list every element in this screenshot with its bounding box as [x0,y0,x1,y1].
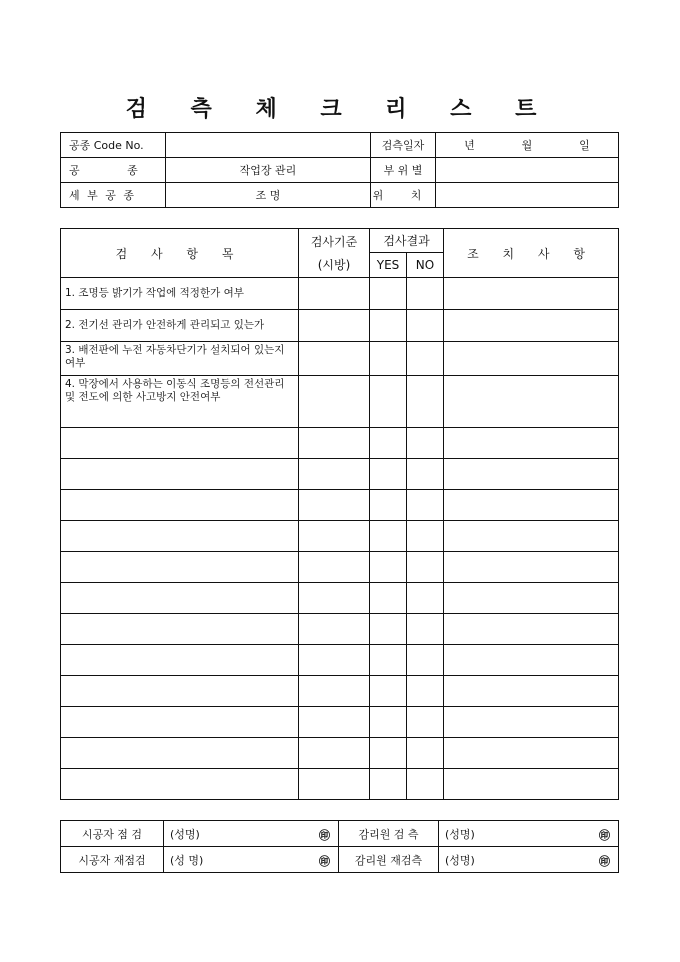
yes-header: YES [370,253,407,278]
table-row [61,428,619,459]
name-label: (성명) [445,827,475,841]
inspection-date-field[interactable] [436,133,619,158]
no-cell[interactable] [407,552,444,583]
location-value[interactable] [436,183,619,208]
seal-icon: ㊞ [599,829,610,842]
yes-cell[interactable] [370,490,407,521]
item-cell[interactable] [61,552,299,583]
standard-cell[interactable] [299,521,370,552]
standard-cell[interactable] [299,428,370,459]
yes-cell[interactable] [370,769,407,800]
no-cell[interactable] [407,583,444,614]
page-title: 검 측 체 크 리 스 트 [125,96,555,122]
check-item: 4. 막장에서 사용하는 이동식 조명등의 전선관리 및 전도에 의한 사고방지 안전여부 [61,376,299,428]
item-header: 검 사 항 목 [61,229,299,278]
no-cell[interactable] [407,521,444,552]
action-header: 조 치 사 항 [444,229,619,278]
action-cell[interactable] [444,676,619,707]
no-cell[interactable] [407,707,444,738]
action-cell[interactable] [444,738,619,769]
table-row [61,738,619,769]
table-row [61,645,619,676]
signoff-table [60,820,619,873]
item-cell[interactable] [61,645,299,676]
info-row [61,158,619,183]
table-row [61,521,619,552]
table-row [61,552,619,583]
standard-cell[interactable] [299,645,370,676]
part-label: 부 위 별 [371,158,436,183]
standard-cell[interactable] [299,490,370,521]
seal-icon: ㊞ [599,855,610,868]
no-cell[interactable] [407,428,444,459]
item-cell[interactable] [61,521,299,552]
name-label: (성명) [445,853,475,867]
checklist-table [60,228,619,800]
action-cell[interactable] [444,376,619,428]
action-cell[interactable] [444,459,619,490]
no-cell[interactable] [407,738,444,769]
action-cell[interactable] [444,583,619,614]
table-row [61,676,619,707]
info-table [60,132,619,208]
name-label: (성명) [170,827,200,841]
yes-cell[interactable] [370,676,407,707]
check-item: 1. 조명등 밝기가 작업에 적정한가 여부 [61,278,299,310]
table-row [61,583,619,614]
work-type-label: 공 종 [61,158,166,183]
month-label: 월 [521,139,533,152]
table-row [61,614,619,645]
standard-header [299,229,370,278]
standard-cell[interactable] [299,342,370,376]
day-label: 일 [579,139,590,152]
supervisor-recheck-name-field[interactable] [439,847,619,873]
action-cell[interactable] [444,278,619,310]
year-label: 년 [464,139,475,152]
supervisor-recheck-label: 감리원 재검측 [339,847,439,873]
standard-cell[interactable] [299,310,370,342]
no-cell[interactable] [407,614,444,645]
action-cell[interactable] [444,552,619,583]
table-row [61,459,619,490]
yes-cell[interactable] [370,521,407,552]
action-cell[interactable] [444,645,619,676]
action-cell[interactable] [444,769,619,800]
name-label: (성 명) [170,853,204,867]
item-cell[interactable] [61,707,299,738]
table-row [61,342,619,376]
contractor-check-label: 시공자 점 검 [61,821,164,847]
check-item: 2. 전기선 관리가 안전하게 관리되고 있는가 [61,310,299,342]
standard-cell[interactable] [299,552,370,583]
info-row [61,183,619,208]
no-cell[interactable] [407,769,444,800]
yes-cell[interactable] [370,614,407,645]
yes-cell[interactable] [370,645,407,676]
table-row [61,769,619,800]
standard-cell[interactable] [299,583,370,614]
contractor-name-field[interactable] [164,821,339,847]
no-cell[interactable] [407,376,444,428]
seal-icon: ㊞ [319,855,330,868]
yes-cell[interactable] [370,310,407,342]
result-header: 검사결과 [370,229,444,253]
work-type-value[interactable]: 작업장 관리 [166,158,371,183]
no-cell[interactable] [407,645,444,676]
supervisor-name-field[interactable] [439,821,619,847]
table-row [61,490,619,521]
table-row [61,310,619,342]
code-label: 공종 Code No. [61,133,166,158]
standard-cell[interactable] [299,676,370,707]
action-cell[interactable] [444,428,619,459]
action-cell[interactable] [444,490,619,521]
info-row [61,133,619,158]
standard-cell[interactable] [299,459,370,490]
yes-cell[interactable] [370,552,407,583]
contractor-recheck-label: 시공자 재점검 [61,847,164,873]
yes-cell[interactable] [370,707,407,738]
table-row [61,278,619,310]
supervisor-check-label: 감리원 검 측 [339,821,439,847]
item-cell[interactable] [61,769,299,800]
item-cell[interactable] [61,676,299,707]
no-cell[interactable] [407,278,444,310]
action-cell[interactable] [444,342,619,376]
standard-header-line2: (시방) [317,258,351,272]
no-cell[interactable] [407,676,444,707]
sub-work-type-label: 세 부 공 종 [61,183,166,208]
code-value[interactable] [166,133,371,158]
seal-icon: ㊞ [319,829,330,842]
item-cell[interactable] [61,459,299,490]
yes-cell[interactable] [370,278,407,310]
standard-header-line1: 검사기준 [310,235,358,249]
standard-cell[interactable] [299,376,370,428]
standard-cell[interactable] [299,738,370,769]
item-cell[interactable] [61,490,299,521]
item-cell[interactable] [61,583,299,614]
no-cell[interactable] [407,490,444,521]
yes-cell[interactable] [370,376,407,428]
sub-work-type-value[interactable]: 조 명 [166,183,371,208]
standard-cell[interactable] [299,614,370,645]
no-header: NO [407,253,444,278]
item-cell[interactable] [61,614,299,645]
action-cell[interactable] [444,707,619,738]
header-row [61,229,619,253]
contractor-recheck-name-field[interactable] [164,847,339,873]
action-cell[interactable] [444,521,619,552]
table-row [61,376,619,428]
inspection-date-label: 검측일자 [371,133,436,158]
yes-cell[interactable] [370,428,407,459]
action-cell[interactable] [444,310,619,342]
signoff-row [61,847,619,873]
standard-cell[interactable] [299,769,370,800]
standard-cell[interactable] [299,707,370,738]
item-cell[interactable] [61,428,299,459]
standard-cell[interactable] [299,278,370,310]
part-value[interactable] [436,158,619,183]
no-cell[interactable] [407,310,444,342]
yes-cell[interactable] [370,342,407,376]
yes-cell[interactable] [370,583,407,614]
yes-cell[interactable] [370,738,407,769]
signoff-row [61,821,619,847]
no-cell[interactable] [407,459,444,490]
yes-cell[interactable] [370,459,407,490]
no-cell[interactable] [407,342,444,376]
item-cell[interactable] [61,738,299,769]
action-cell[interactable] [444,614,619,645]
table-row [61,707,619,738]
location-label: 위 치 [371,183,436,208]
check-item: 3. 배전판에 누전 자동차단기가 설치되어 있는지 여부 [61,342,299,376]
